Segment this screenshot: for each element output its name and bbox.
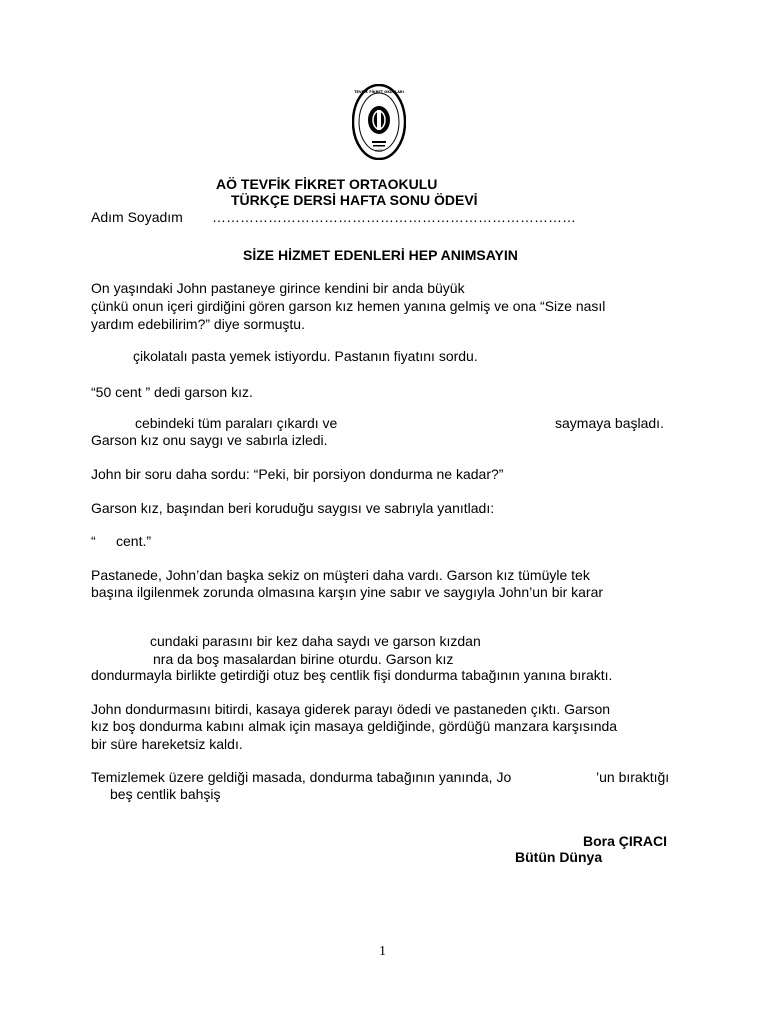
paragraph-line: dondurmayla birlikte getirdiği otuz beş centlik fişi dondurma tabağının yanına bıraktı. [91, 667, 613, 683]
paragraph-line: “ [91, 533, 96, 549]
paragraph-line: John dondurmasını bitirdi, kasaya giderek parayı ödedi ve pastaneden çıktı. Garson [91, 701, 611, 717]
paragraph-line: ’un bıraktığı [596, 769, 670, 785]
paragraph-line: John bir soru daha sordu: “Peki, bir porsiyon dondurma ne kadar?” [91, 466, 504, 482]
paragraph-line: cebindeki tüm paraları çıkardı ve [135, 415, 338, 431]
paragraph-line: Temizlemek üzere geldiği masada, dondurma tabağının yanında, Jo [91, 769, 512, 785]
paragraph-line: nra da boş masalardan birine oturdu. Garson kız [153, 651, 454, 667]
paragraph-line: On yaşındaki John pastaneye girince kendini bir anda büyük [91, 280, 465, 296]
school-seal-logo [352, 84, 406, 160]
paragraph-line: başına ilgilenmek zorunda olmasına karşın yine sabır ve saygıyla John’un bir karar [91, 584, 604, 600]
svg-text:AÖÖ: AÖÖ [375, 149, 383, 153]
author-name: Bora ÇIRACI [583, 833, 668, 849]
paragraph-line: beş centlik bahşiş [110, 786, 221, 802]
paragraph-line: cent.” [116, 533, 152, 549]
paragraph-line: bir süre hareketsiz kaldı. [91, 736, 243, 752]
svg-text:TEVFİK FİKRET OKULLARI: TEVFİK FİKRET OKULLARI [354, 90, 404, 94]
paragraph-line: kız boş dondurma kabını almak için masaya geldiğinde, gördüğü manzara karşısında [91, 718, 618, 734]
story-title: SİZE HİZMET EDENLERİ HEP ANIMSAYIN [243, 247, 518, 263]
source-name: Bütün Dünya [515, 849, 603, 865]
school-name: AÖ TEVFİK FİKRET ORTAOKULU [216, 176, 438, 192]
paragraph-line: Pastanede, John’dan başka sekiz on müşteri daha vardı. Garson kız tümüyle tek [91, 567, 590, 583]
assignment-title: TÜRKÇE DERSİ HAFTA SONU ÖDEVİ [231, 192, 478, 208]
paragraph-line: çünkü onun içeri girdiğini gören garson kız hemen yanına gelmiş ve ona “Size nasıl [91, 298, 606, 314]
name-dots-field: …………………………………………………………………… [212, 209, 576, 225]
paragraph-line: yardım edebilirim?” diye sormuştu. [91, 316, 305, 332]
paragraph-line: saymaya başladı. [555, 415, 664, 431]
name-label: Adım Soyadım [91, 209, 183, 225]
paragraph-line: “50 cent ” dedi garson kız. [91, 384, 253, 400]
page-number: 1 [379, 944, 386, 959]
paragraph-line: çikolatalı pasta yemek istiyordu. Pastanın fiyatını sordu. [133, 348, 478, 364]
paragraph-line: Garson kız onu saygı ve sabırla izledi. [91, 432, 328, 448]
paragraph-line: Garson kız, başından beri koruduğu saygısı ve sabrıyla yanıtladı: [91, 500, 495, 516]
paragraph-line: cundaki parasını bir kez daha saydı ve garson kızdan [150, 633, 481, 649]
